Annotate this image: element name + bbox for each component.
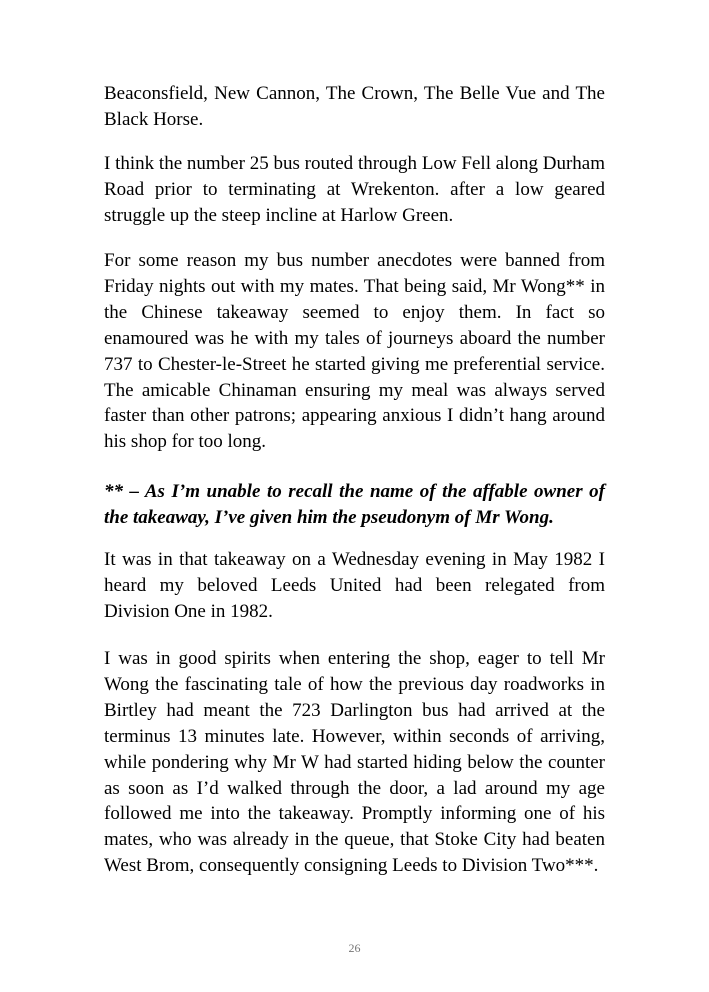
paragraph-pub-names: Beaconsfield, New Cannon, The Crown, The Belle Vue and The Black Horse.	[104, 83, 605, 130]
paragraph-relegation: It was in that takeaway on a Wednesday evening in May 1982 I heard my beloved Leeds United had been relegated from Division One in 1982.	[104, 549, 605, 622]
paragraph-takeaway-story: I was in good spirits when entering the shop, eager to tell Mr Wong the fascinating tale of how the previous day roadworks in Birtley had meant the 723 Darlington bus had arrived at the terminus 13 minutes late. However, within seconds of arriving, while pondering why Mr W had started hiding below the counter as soon as I’d walked through the door, a lad around my age followed me into the takeaway. Promptly informing one of his mates, who was already in the queue, that Stoke City had beaten West Brom, consequently consigning Leeds to Division Two***.	[104, 648, 605, 877]
footnote-pseudonym: ** – As I’m unable to recall the name of the affable owner of the takeaway, I’ve given him the pseudonym of Mr Wong.	[104, 481, 605, 528]
page-number: 26	[348, 941, 361, 955]
paragraph-bus-route: I think the number 25 bus routed through Low Fell along Durham Road prior to terminating at Wrekenton. after a low geared struggle up the steep incline at Harlow Green.	[104, 153, 605, 226]
paragraph-mr-wong: For some reason my bus number anecdotes were banned from Friday nights out with my mates. That being said, Mr Wong** in the Chinese takeaway seemed to enjoy them. In fact so enamoured was he with my tales of journeys aboard the number 737 to Chester-le-Street he started giving me preferential service. The amicable Chinaman ensuring my meal was always served faster than other patrons; appearing anxious I didn’t hang around his shop for too long.	[104, 250, 605, 453]
